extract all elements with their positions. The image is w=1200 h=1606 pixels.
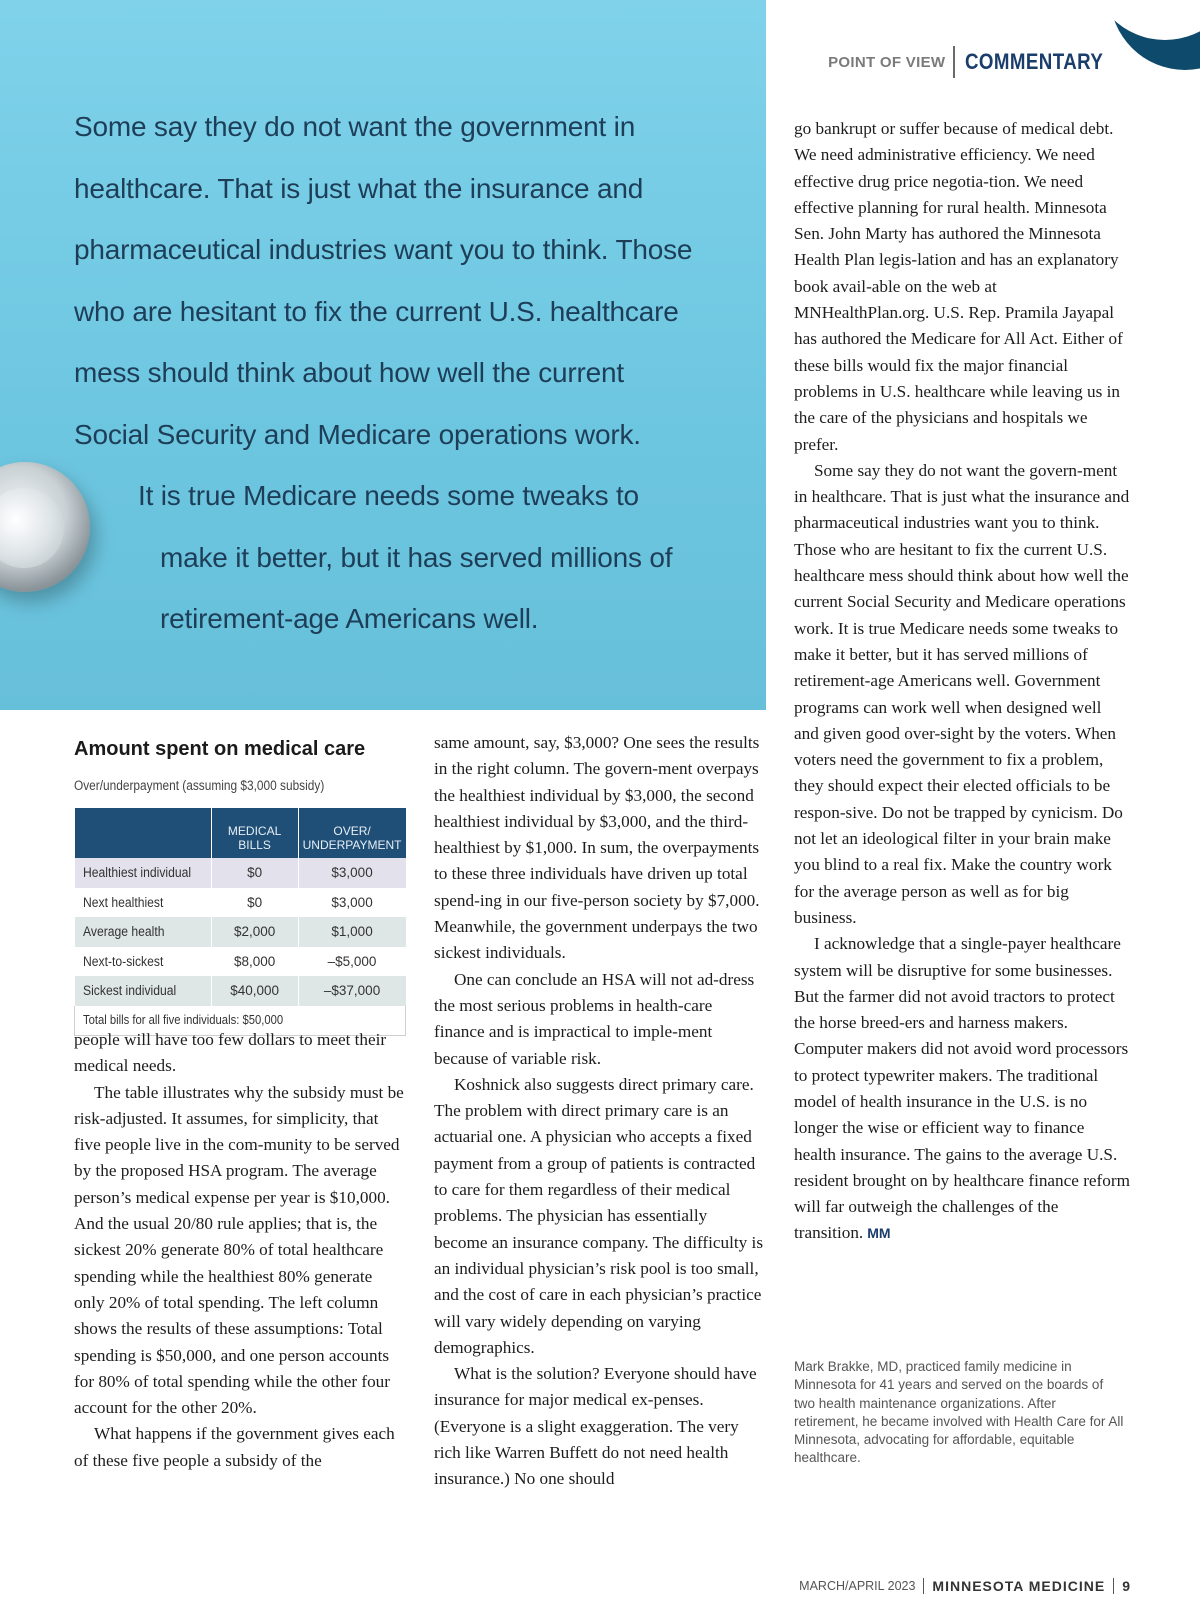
table-cell: $0 xyxy=(211,858,298,888)
paragraph: One can conclude an HSA will not ad-dress the most serious problems in health-care finance and is impractical to imple-ment because of variable risk. xyxy=(434,969,755,1068)
pull-quote-line: mess should think about how well the current xyxy=(74,357,624,388)
magazine-name: MINNESOTA MEDICINE xyxy=(932,1578,1106,1594)
issue-date: MARCH/APRIL 2023 xyxy=(799,1579,916,1593)
article-column-middle xyxy=(434,730,764,1493)
table-header-cell xyxy=(75,808,212,858)
paragraph: What is the solution? Everyone should have insurance for major medical ex-penses. (Everyone is a slight exaggeration. The very rich like Warren Buffett do not need health insurance.) No one should xyxy=(434,1364,757,1489)
pull-quote-line: make it better, but it has served millions of xyxy=(160,541,673,573)
table-cell: $3,000 xyxy=(298,858,405,888)
table-cell: –$5,000 xyxy=(298,947,405,977)
table-footer: Total bills for all five individuals: $50,000 xyxy=(75,1006,406,1036)
table-cell-label: Next-to-sickest xyxy=(75,947,212,977)
section-label: POINT OF VIEW xyxy=(828,53,946,71)
medical-spending-table xyxy=(74,808,406,1036)
pull-quote-line: pharmaceutical industries want you to think. Those xyxy=(74,234,693,265)
table-cell: $2,000 xyxy=(211,917,298,947)
table-row xyxy=(75,976,406,1006)
footer-divider xyxy=(1113,1578,1114,1594)
corner-decoration-cutout xyxy=(1090,0,1200,40)
table-cell: –$37,000 xyxy=(298,976,405,1006)
table-cell: $8,000 xyxy=(211,947,298,977)
section-title: COMMENTARY xyxy=(965,49,1104,74)
paragraph: Koshnick also suggests direct primary care. The problem with direct primary care is an actuarial one. A physician who accepts a fixed payment from a group of patients is contracted to care for them regardless of their medical problems. The physician has essentially become an insurance company. The difficulty is an individual physician’s risk pool is too small, and the cost of care in each physician’s practice will vary widely depending on varying demographics. xyxy=(434,1074,764,1357)
pull-quote-line: Some say they do not want the government in xyxy=(74,111,636,142)
end-mark: MM xyxy=(867,1225,891,1242)
pull-quote-line: retirement-age Americans well. xyxy=(160,603,539,634)
table-cell: $1,000 xyxy=(298,917,405,947)
table-cell-label: Sickest individual xyxy=(75,976,212,1006)
paragraph: What happens if the government gives each of these five people a subsidy of the xyxy=(74,1424,395,1470)
pull-quote-line: It is true Medicare needs some tweaks to xyxy=(138,480,639,511)
table-cell: $3,000 xyxy=(298,888,405,918)
paragraph-text: I acknowledge that a single-payer healthcare system will be disruptive for some businesses. But the farmer did not avoid tractors to protect the horse breed-ers and harness makers. Computer makers did not avoid word processors to protect typewriter makers. The traditional model of health insurance in the U.S. is no longer the wise or efficient way to finance health insurance. The gains to the average U.S. resident brought on by healthcare finance reform will far outweigh the challenges of the transition. xyxy=(794,934,1130,1243)
table-header-cell: OVER/ UNDERPAYMENT xyxy=(298,808,405,858)
article-column-right xyxy=(794,116,1130,1247)
table-cell-label: Healthiest individual xyxy=(75,858,212,888)
footer-divider xyxy=(923,1578,924,1594)
table-cell: $40,000 xyxy=(211,976,298,1006)
pull-quote-line: who are hesitant to fix the current U.S. healthcare xyxy=(74,295,679,327)
table-row xyxy=(75,947,406,977)
page-footer xyxy=(799,1578,1130,1594)
header-divider xyxy=(953,46,955,78)
table-header-row xyxy=(75,808,406,858)
paragraph: same amount, say, $3,000? One sees the results in the right column. The govern-ment overpays the healthiest individual by $3,000, the second healthiest individual by $3,000, and the third-healthiest by $1,000. In sum, the overpayments to these three individuals have driven up total spend-ing in our five-person society by $7,000. Meanwhile, the government underpays the two sickest individuals. xyxy=(434,733,760,963)
table-title: Amount spent on medical care xyxy=(74,738,366,760)
paragraph: The table illustrates why the subsidy must be risk-adjusted. It assumes, for simplicity, that five people live in the com-munity to be served by the proposed HSA program. The average person’s medical expense per year is $10,000. And the usual 20/80 rule applies; that is, the sickest 20% generate 80% of total healthcare spending while the healthiest 80% generate only 20% of total spending. The left column shows the results of these assumptions: Total spending is $50,000, and one person accounts for 80% of total spending while the other four account for the other 20%. xyxy=(74,1082,404,1418)
paragraph: go bankrupt or suffer because of medical debt. We need administrative efficiency. We need effective drug price negotia-tion. We need effective planning for rural health. Minnesota Sen. John Marty has authored the Minnesota Health Plan legis-lation and has an explanatory book avail-able on the web at MNHealthPlan.org. U.S. Rep. Pramila Jayapal has authored the Medicare for All Act. Either of these bills would fix the major financial problems in U.S. healthcare while leaving us in the care of the physicians and hospitals we prefer. xyxy=(794,119,1123,454)
table-subtitle: Over/underpayment (assuming $3,000 subsidy) xyxy=(74,778,325,793)
table-cell-label: Average health xyxy=(75,917,212,947)
table-row xyxy=(75,888,406,918)
table-cell-label: Next healthiest xyxy=(75,888,212,918)
author-bio: Mark Brakke, MD, practiced family medicine in Minnesota for 41 years and served on the boards of two health maintenance organizations. After retirement, he became involved with Health Care for All Minnesota, advocating for affordable, equitable healthcare. xyxy=(794,1359,1124,1466)
section-header xyxy=(828,46,1128,78)
pull-quote-line: healthcare. That is just what the insurance and xyxy=(74,172,644,204)
table-cell: $0 xyxy=(211,888,298,918)
paragraph: Some say they do not want the govern-ment in healthcare. That is just what the insurance and pharmaceutical industries want you to think. Those who are hesitant to fix the current U.S. healthcare mess should think about how well the current Social Security and Medicare operations work. It is true Medicare needs some tweaks to make it better, but it has served millions of retirement-age Americans well. Government programs can work well when designed well and given good over-sight by the voters. When voters need the government to fix a problem, they should expect their elected officials to be respon-sive. Do not be trapped by cynicism. Do not let an ideological filter in your brain make you blind to a real fix. Make the country work for the average person as well as for big business. xyxy=(794,460,1130,927)
article-column-left xyxy=(74,1027,404,1474)
page-number: 9 xyxy=(1122,1578,1130,1594)
table-header-cell: MEDICAL BILLS xyxy=(211,808,298,858)
table-row xyxy=(75,917,406,947)
paragraph xyxy=(794,931,1130,1247)
paragraph: people will have too few dollars to meet their medical needs. xyxy=(74,1030,387,1076)
table-row xyxy=(75,858,406,888)
hero-image xyxy=(0,0,766,710)
pull-quote-line: Social Security and Medicare operations work. xyxy=(74,418,641,450)
pull-quote xyxy=(74,96,744,650)
